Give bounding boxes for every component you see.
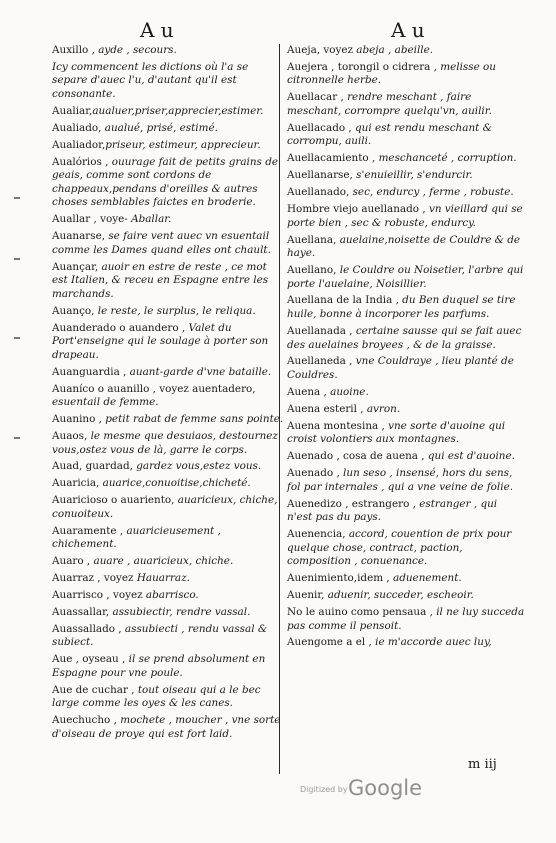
signature-mark: m iij — [468, 757, 497, 772]
dictionary-entry — [287, 403, 525, 417]
entry-headword: Aue , oyseau , — [52, 653, 126, 666]
entry-definition: sec, endurcy , ferme , robuste. — [349, 186, 514, 199]
entry-definition: auelaine,noisette de Couldre & de haye. — [287, 233, 521, 260]
entry-definition: du Ben duquel se tire huile, bonne à incorporer les parfums. — [287, 294, 516, 321]
entry-definition: aualuer,priser,apprecier,estimer. — [92, 104, 264, 117]
entry-headword: Auaníco o auanillo , voyez auentadero, — [52, 382, 256, 395]
entry-definition: petit rabat de femme sans pointe. — [101, 413, 284, 426]
dictionary-entry — [52, 623, 284, 650]
entry-headword: Aualiar, — [52, 104, 93, 117]
entry-headword: Aualiador, — [52, 138, 106, 151]
dictionary-entry — [52, 61, 284, 102]
entry-headword: Auaos, — [52, 430, 88, 442]
entry-definition: vne Couldraye , lieu planté de Couldres. — [287, 355, 514, 382]
entry-headword: Auanino , — [52, 413, 102, 426]
dictionary-entry — [287, 450, 525, 464]
entry-headword: Auallar , voye- — [52, 213, 128, 226]
margin-mark — [14, 197, 20, 199]
dictionary-entry — [287, 169, 525, 183]
entry-definition: auarice,conuoitise,chicheté. — [99, 477, 251, 490]
dictionary-entry — [52, 366, 284, 380]
entry-definition: qui est d'auoine. — [424, 450, 515, 463]
left-column — [52, 44, 284, 745]
entry-headword: Auenencia, — [287, 528, 346, 541]
entry-definition: auoine. — [326, 385, 369, 398]
dictionary-entry — [287, 528, 525, 569]
entry-headword: Auançar, — [52, 260, 99, 273]
entry-definition: Aballar. — [127, 213, 172, 226]
entry-definition: tout oiseau qui a le bec large comme les oyes & les canes. — [52, 683, 261, 710]
entry-definition: esuentail de femme. — [52, 396, 159, 409]
entry-definition: auaricieusement , chichement. — [52, 524, 221, 551]
entry-definition: s'enuieillir, s'endurcir. — [352, 169, 473, 182]
dictionary-entry — [52, 477, 284, 491]
entry-headword: Auad, guardad, — [52, 460, 133, 473]
dictionary-entry — [287, 91, 525, 118]
dictionary-entry — [287, 61, 525, 88]
entry-definition: lun seso , insensé, hors du sens, fol par internales , qui a vne veine de folie. — [287, 467, 514, 493]
entry-headword: Aue de cuchar , — [52, 683, 135, 696]
entry-headword: Aualiado, — [52, 121, 102, 134]
margin-mark — [14, 258, 20, 260]
entry-headword: Aueja, voyez — [287, 44, 353, 56]
entry-headword: Auena esteril , — [287, 402, 364, 415]
entry-headword: Auena montesina , — [287, 419, 385, 432]
dictionary-entry — [52, 714, 284, 741]
entry-headword: Auenado , cosa de auena , — [287, 450, 425, 463]
entry-headword: Auxillo , — [52, 44, 95, 56]
entry-headword: Auena , — [287, 385, 327, 398]
entry-definition: aualué, prisé, estimé. — [101, 121, 218, 134]
entry-definition: accord, couention de prix pour quelque chose, contract, paction, composition , conuenance. — [287, 528, 512, 568]
entry-definition: aduenir, succeder, escheoir. — [324, 589, 474, 602]
entry-definition: le mesme que desuiaos, destournez vous,ostez vous de là, garre le corps. — [52, 430, 278, 456]
entry-headword: Auaramente , — [52, 524, 124, 537]
entry-headword: Hombre viejo auellanado , — [287, 203, 426, 216]
dictionary-entry — [287, 386, 525, 400]
dictionary-entry — [52, 494, 284, 521]
entry-headword: Auassallado , — [52, 622, 122, 635]
entry-definition: se faire vent auec vn esuentail comme les Dames quand elles ont chault. — [52, 230, 271, 256]
entry-headword: Auellanado, — [287, 186, 350, 199]
dictionary-entry — [52, 322, 284, 363]
entry-headword: Auarraz , voyez — [52, 572, 134, 585]
dictionary-entry — [287, 152, 525, 166]
entry-definition: le reste, le surplus, le reliqua. — [94, 304, 256, 317]
entry-definition: Icy commencent les dictions où l'a se separe d'auec l'u, d'autant qu'il est consonante. — [52, 60, 249, 101]
entry-headword: Auanderado o auandero , — [52, 321, 186, 334]
margin-mark — [14, 437, 20, 439]
entry-headword: Auellacamiento , — [287, 152, 376, 165]
dictionary-entry — [52, 460, 284, 474]
entry-definition: gardez vous,estez vous. — [132, 460, 262, 473]
entry-headword: Auenedizo , estrangero , — [287, 497, 416, 510]
running-header — [0, 14, 556, 42]
dictionary-entry — [287, 572, 525, 586]
entry-definition: ouurage fait de petits grains de geais, comme sont cordons de chappeaux,pendans d'oreilles & autres choses semblables faictes en broderie. — [52, 155, 278, 209]
entry-definition: certaine sausse qui se fait auec des auelaines broyees , & de la graisse. — [287, 324, 522, 351]
dictionary-entry — [52, 122, 284, 136]
entry-headword: Auellanada , — [287, 324, 353, 337]
entry-definition: avron. — [363, 402, 401, 415]
dictionary-entry — [52, 606, 284, 620]
right-column — [287, 44, 525, 653]
dictionary-entry — [287, 122, 525, 149]
dictionary-entry — [52, 413, 284, 427]
header-right: A u — [391, 18, 425, 42]
dictionary-entry — [52, 572, 284, 586]
dictionary-entry — [52, 383, 284, 410]
entry-definition: aduenement. — [389, 572, 462, 585]
entry-definition: auaricieux, chiche, conuoiteux. — [52, 494, 278, 520]
dictionary-entry — [52, 156, 284, 210]
entry-headword: Auengome a el , — [287, 636, 372, 649]
dictionary-entry — [287, 498, 525, 525]
entry-headword: Auenado , — [287, 467, 340, 480]
dictionary-entry — [287, 606, 525, 633]
entry-headword: Auassallar, — [52, 605, 110, 618]
dictionary-entry — [52, 105, 284, 119]
entry-definition: melisse ou citronnelle herbe. — [287, 60, 496, 87]
margin-mark — [14, 337, 20, 339]
dictionary-entry — [52, 261, 284, 302]
dictionary-entry — [52, 139, 284, 153]
entry-headword: Auaro , — [52, 555, 91, 568]
entry-headword: Auenimiento,idem , — [287, 572, 390, 585]
dictionary-entry — [52, 44, 284, 58]
entry-definition: abeja , abeille. — [353, 44, 434, 56]
entry-definition: priseur, estimeur, apprecieur. — [105, 138, 261, 151]
entry-headword: Auellano, — [287, 263, 337, 276]
entry-headword: Auanarse, — [52, 230, 106, 243]
dictionary-entry — [52, 589, 284, 603]
dictionary-entry — [287, 467, 525, 494]
entry-definition: assubiecti , rendu vassal & subiect. — [52, 622, 268, 649]
entry-headword: Auechucho , — [52, 714, 117, 727]
entry-definition: rendre meschant , faire meschant, corrompre quelqu'vn, auilir. — [287, 91, 492, 117]
entry-headword: Auellana de la India , — [287, 294, 399, 307]
entry-definition: meschanceté , corruption. — [375, 152, 517, 165]
entry-definition: le Couldre ou Noisetier, l'arbre qui porte l'auelaine, Noisillier. — [287, 263, 524, 290]
dictionary-entry — [287, 355, 525, 382]
entry-headword: Auellacado , — [287, 121, 352, 134]
entry-headword: Auellanarse, — [287, 169, 353, 182]
entry-definition: auare , auaricieux, chiche. — [90, 555, 234, 568]
entry-definition: abarrisco. — [142, 589, 199, 602]
entry-definition: qui est rendu meschant & corrompu, auili. — [287, 121, 492, 148]
entry-definition: il se prend absolument en Espagne pour vne poule. — [52, 653, 266, 679]
entry-headword: Aualórios , — [52, 155, 109, 168]
entry-definition: vn vieillard qui se porte bien , sec & robuste, endurcy. — [287, 203, 523, 229]
entry-definition: il ne luy succeda pas comme il pensoit. — [287, 605, 525, 632]
entry-definition: auant-garde d'vne bataille. — [126, 365, 272, 378]
entry-definition: ayde , secours. — [94, 44, 177, 56]
entry-headword: Auellacar , — [287, 91, 344, 104]
entry-definition: Valet du Port'enseigne qui le soulage à porter son drapeau. — [52, 321, 269, 361]
entry-definition: Hauarraz. — [133, 572, 190, 585]
dictionary-entry — [52, 213, 284, 227]
dictionary-entry — [287, 589, 525, 603]
entry-headword: Auenir, — [287, 589, 325, 602]
dictionary-entry — [52, 430, 284, 457]
entry-headword: Auellaneda , — [287, 355, 353, 368]
dictionary-entry — [52, 653, 284, 680]
dictionary-entry — [287, 264, 525, 291]
entry-definition: assubiectir, rendre vassal. — [109, 605, 251, 618]
dictionary-entry — [287, 44, 525, 58]
dictionary-entry — [287, 186, 525, 200]
watermark — [300, 776, 430, 800]
entry-headword: Auellana, — [287, 233, 337, 246]
header-left: A u — [140, 18, 174, 42]
dictionary-entry — [287, 420, 525, 447]
entry-headword: No le auino como pensaua , — [287, 605, 433, 618]
dictionary-entry — [287, 636, 525, 650]
entry-headword: Auejera , torongil o cidrera , — [287, 60, 437, 73]
watermark-logo: Google — [348, 776, 423, 800]
entry-definition: estranger , qui n'est pas du pays. — [287, 497, 498, 524]
entry-headword: Auaricioso o auariento, — [52, 494, 175, 507]
dictionary-entry — [287, 294, 525, 321]
entry-headword: Auaricia, — [52, 477, 100, 490]
dictionary-entry — [52, 305, 284, 319]
watermark-prefix: Digitized by — [300, 785, 348, 794]
entry-definition: ie m'accorde auec luy, — [371, 636, 492, 649]
entry-definition: auoir en estre de reste , ce mot est Italien, & receu en Espagne entre les marchands. — [52, 260, 269, 300]
entry-headword: Auanguardia , — [52, 365, 127, 378]
dictionary-entry — [287, 203, 525, 230]
entry-definition: mochete , moucher , vne sorte d'oiseau de proye qui est fort laid. — [52, 714, 281, 740]
dictionary-entry — [52, 230, 284, 257]
dictionary-entry — [52, 684, 284, 711]
dictionary-entry — [287, 234, 525, 261]
entry-headword: Auarrisco , voyez — [52, 589, 143, 602]
entry-definition: vne sorte d'auoine qui croist volontiers aux montagnes. — [287, 419, 506, 446]
dictionary-entry — [52, 555, 284, 569]
dictionary-entry — [287, 325, 525, 352]
dictionary-entry — [52, 525, 284, 552]
entry-headword: Auanço, — [52, 304, 95, 317]
